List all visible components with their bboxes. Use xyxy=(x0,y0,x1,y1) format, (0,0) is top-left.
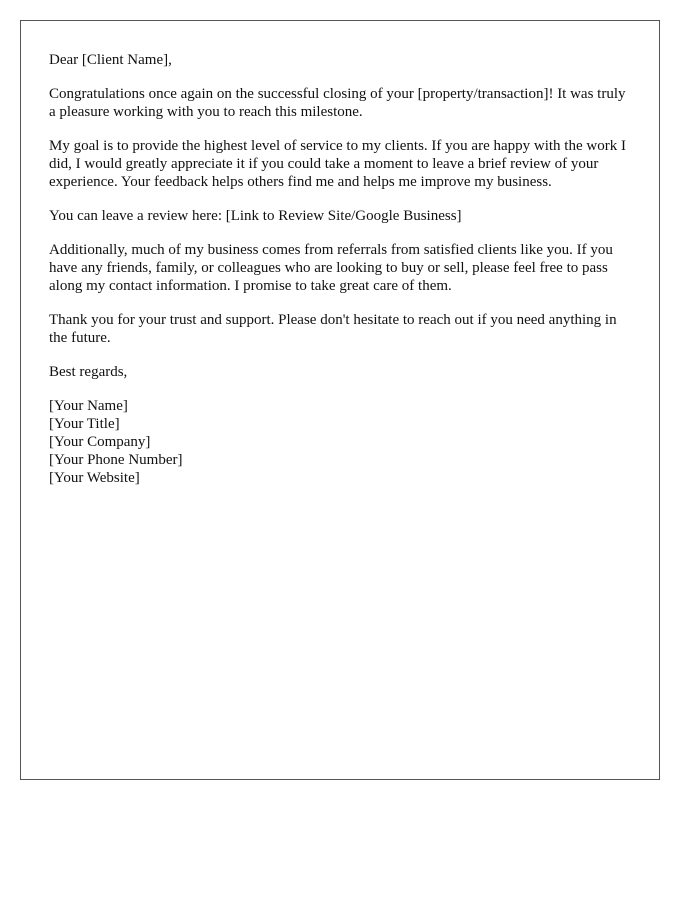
signature-block xyxy=(49,397,631,487)
signature-name: [Your Name] xyxy=(49,398,128,414)
paragraph-referrals: Additionally, much of my business comes from referrals from satisfied clients like you. If you have any friends, family, or colleagues who are looking to buy or sell, please feel free to pass along my contact information. I promise to take great care of them. xyxy=(49,242,613,294)
paragraph-congratulations: Congratulations once again on the successful closing of your [property/transaction]! It was truly a pleasure working with you to reach this milestone. xyxy=(49,86,626,120)
paragraph-review-link: You can leave a review here: [Link to Review Site/Google Business] xyxy=(49,208,462,224)
signature-phone: [Your Phone Number] xyxy=(49,452,183,468)
signature-title: [Your Title] xyxy=(49,416,120,432)
letter-body xyxy=(49,51,631,381)
signature-website: [Your Website] xyxy=(49,470,140,486)
signature-company: [Your Company] xyxy=(49,434,151,450)
paragraph-thanks: Thank you for your trust and support. Please don't hesitate to reach out if you need anything in the future. xyxy=(49,312,617,346)
closing: Best regards, xyxy=(49,364,128,380)
salutation: Dear [Client Name], xyxy=(49,52,172,68)
paragraph-review-request: My goal is to provide the highest level of service to my clients. If you are happy with the work I did, I would greatly appreciate it if you could take a moment to leave a brief review of your experience. Your feedback helps others find me and helps me improve my business. xyxy=(49,138,626,190)
letter-frame xyxy=(20,20,660,780)
